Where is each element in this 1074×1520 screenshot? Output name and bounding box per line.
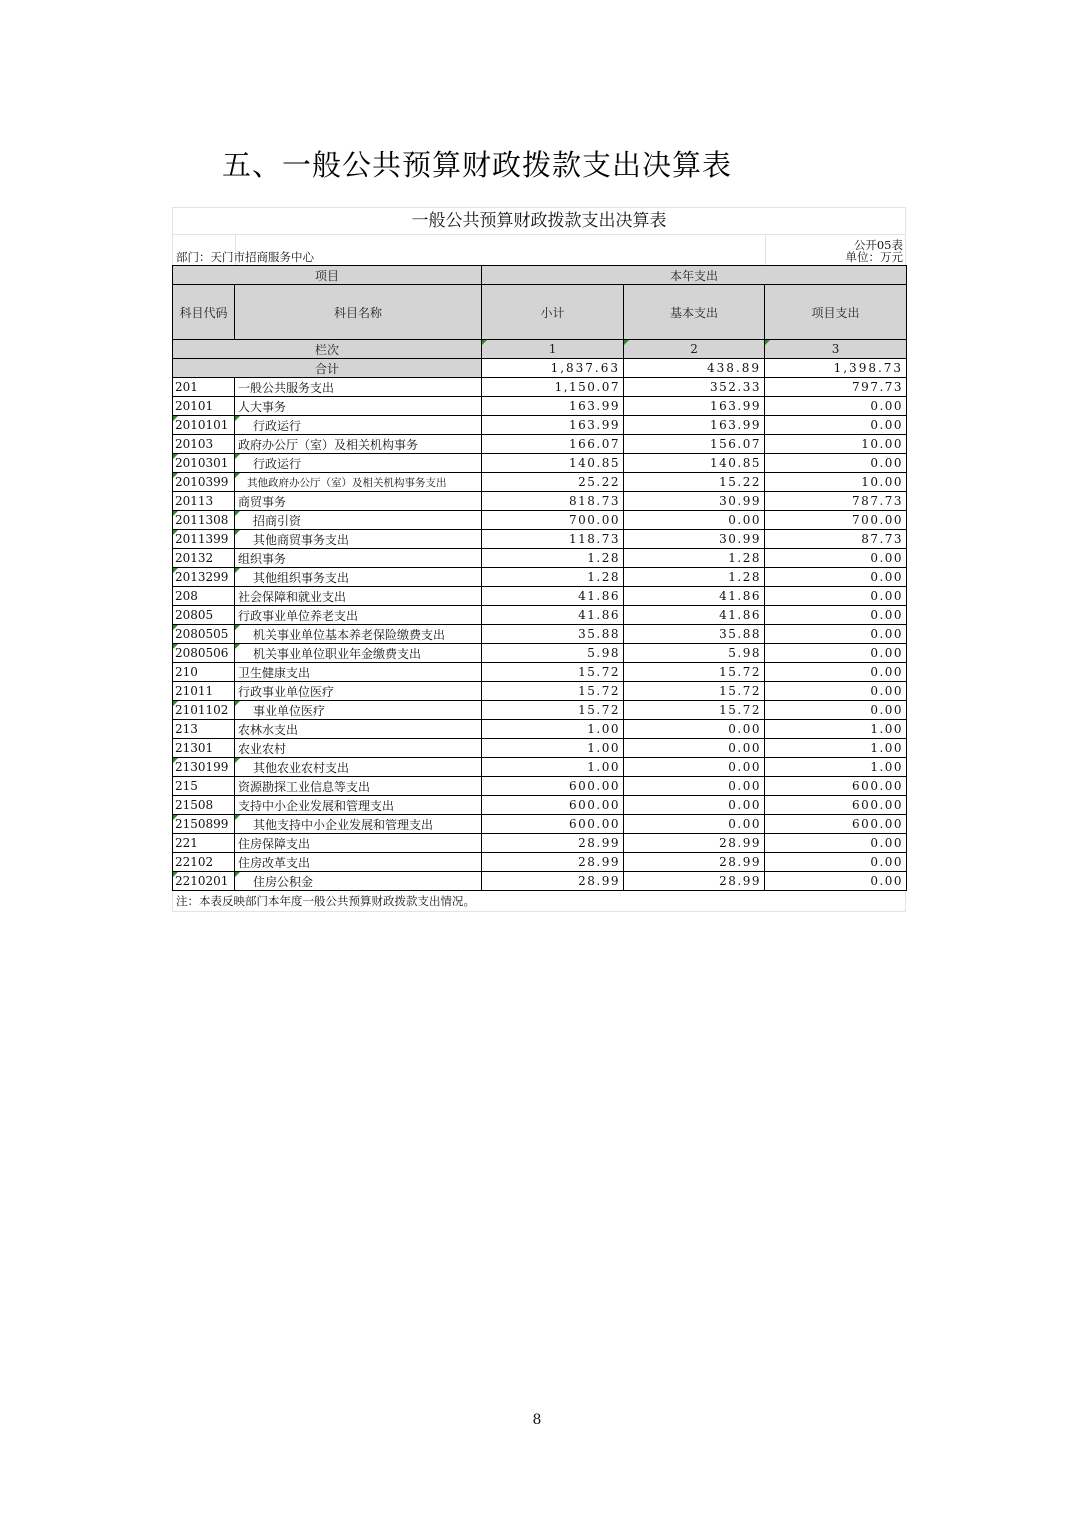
basic-cell: 28.99 [624,853,765,872]
table-row [173,663,907,682]
table-row [173,511,907,530]
table-row [173,853,907,872]
expenditure-table [172,265,907,891]
subject-name: 其他政府办公厅（室）及相关机构事务支出 [235,473,482,492]
basic-cell: 0.00 [624,720,765,739]
table-row [173,435,907,454]
subtotal-cell: 818.73 [482,492,624,511]
project-cell: 600.00 [765,796,907,815]
subtotal-cell: 1.00 [482,720,624,739]
subtotal-cell: 600.00 [482,777,624,796]
subject-name: 住房改革支出 [235,853,482,872]
basic-cell: 41.86 [624,587,765,606]
table-row [173,758,907,777]
subject-name: 农林水支出 [235,720,482,739]
project-cell: 0.00 [765,625,907,644]
project-cell: 1.00 [765,739,907,758]
subject-code: 2013299 [173,568,235,587]
basic-cell: 41.86 [624,606,765,625]
table-row [173,834,907,853]
subject-code: 2011399 [173,530,235,549]
subtotal-cell: 600.00 [482,796,624,815]
project-cell: 0.00 [765,587,907,606]
basic-cell: 1.28 [624,568,765,587]
column-number-1: 1 [482,340,624,359]
subtotal-cell: 28.99 [482,834,624,853]
subject-code: 2210201 [173,872,235,891]
basic-cell: 0.00 [624,739,765,758]
department-label: 部门：天门市招商服务中心 [176,250,314,264]
header-current-year: 本年支出 [482,266,907,285]
basic-cell: 140.85 [624,454,765,473]
total-basic: 438.89 [624,359,765,378]
subject-code: 215 [173,777,235,796]
header-project-exp: 项目支出 [765,285,907,340]
table-row [173,739,907,758]
subject-code: 221 [173,834,235,853]
project-cell: 0.00 [765,568,907,587]
subject-name: 机关事业单位基本养老保险缴费支出 [235,625,482,644]
subject-code: 213 [173,720,235,739]
subject-code: 22102 [173,853,235,872]
basic-cell: 163.99 [624,397,765,416]
subject-code: 2080505 [173,625,235,644]
basic-cell: 352.33 [624,378,765,397]
total-row [173,359,907,378]
subject-name: 住房公积金 [235,872,482,891]
project-cell: 0.00 [765,853,907,872]
table-row [173,682,907,701]
subject-code: 21301 [173,739,235,758]
subtotal-cell: 1.00 [482,758,624,777]
project-cell: 600.00 [765,777,907,796]
subtotal-cell: 15.72 [482,701,624,720]
column-label: 栏次 [173,340,482,359]
subject-name: 其他支持中小企业发展和管理支出 [235,815,482,834]
project-cell: 0.00 [765,549,907,568]
subject-code: 20113 [173,492,235,511]
basic-cell: 15.22 [624,473,765,492]
subtotal-cell: 166.07 [482,435,624,454]
subject-code: 2010101 [173,416,235,435]
subtotal-cell: 1.28 [482,549,624,568]
table-row [173,872,907,891]
subject-code: 2130199 [173,758,235,777]
subject-name: 支持中小企业发展和管理支出 [235,796,482,815]
subject-code: 20103 [173,435,235,454]
page-number: 8 [532,1412,542,1428]
project-cell: 1.00 [765,758,907,777]
project-cell: 0.00 [765,663,907,682]
subject-name: 其他商贸事务支出 [235,530,482,549]
basic-cell: 0.00 [624,511,765,530]
subject-code: 2150899 [173,815,235,834]
subject-code: 2010399 [173,473,235,492]
table-row [173,492,907,511]
subtotal-cell: 1,150.07 [482,378,624,397]
table-row [173,720,907,739]
subject-name: 机关事业单位职业年金缴费支出 [235,644,482,663]
page-heading: 五、一般公共预算财政拨款支出决算表 [222,148,733,182]
total-label: 合计 [173,359,482,378]
subtotal-cell: 700.00 [482,511,624,530]
table-row [173,606,907,625]
project-cell: 0.00 [765,644,907,663]
budget-sheet [172,207,906,912]
table-meta [172,235,906,265]
table-row [173,796,907,815]
subject-name: 政府办公厅（室）及相关机构事务 [235,435,482,454]
subject-name: 农业农村 [235,739,482,758]
subject-code: 20805 [173,606,235,625]
column-number-2: 2 [624,340,765,359]
table-row [173,378,907,397]
basic-cell: 15.72 [624,701,765,720]
subject-code: 21011 [173,682,235,701]
column-number-3: 3 [765,340,907,359]
total-project: 1,398.73 [765,359,907,378]
column-number-row [173,340,907,359]
table-row [173,625,907,644]
subtotal-cell: 600.00 [482,815,624,834]
project-cell: 10.00 [765,473,907,492]
basic-cell: 28.99 [624,834,765,853]
project-cell: 1.00 [765,720,907,739]
subtotal-cell: 41.86 [482,606,624,625]
header-basic: 基本支出 [624,285,765,340]
header-subtotal: 小计 [482,285,624,340]
table-row [173,701,907,720]
table-row [173,568,907,587]
project-cell: 787.73 [765,492,907,511]
subject-name: 一般公共服务支出 [235,378,482,397]
subtotal-cell: 28.99 [482,872,624,891]
subject-code: 20101 [173,397,235,416]
subject-name: 住房保障支出 [235,834,482,853]
subject-name: 组织事务 [235,549,482,568]
basic-cell: 1.28 [624,549,765,568]
subject-code: 208 [173,587,235,606]
grid-line [765,235,766,265]
basic-cell: 0.00 [624,777,765,796]
table-row [173,397,907,416]
project-cell: 797.73 [765,378,907,397]
table-row [173,530,907,549]
subject-code: 2080506 [173,644,235,663]
subject-name: 人大事务 [235,397,482,416]
subject-name: 行政事业单位养老支出 [235,606,482,625]
subject-name: 卫生健康支出 [235,663,482,682]
subject-name: 事业单位医疗 [235,701,482,720]
subtotal-cell: 163.99 [482,397,624,416]
unit-label: 单位：万元 [845,250,903,264]
subtotal-cell: 41.86 [482,587,624,606]
basic-cell: 5.98 [624,644,765,663]
basic-cell: 35.88 [624,625,765,644]
subject-name: 商贸事务 [235,492,482,511]
subject-code: 2101102 [173,701,235,720]
subject-code: 21508 [173,796,235,815]
basic-cell: 0.00 [624,815,765,834]
table-row [173,644,907,663]
subject-name: 其他组织事务支出 [235,568,482,587]
header-row-1 [173,266,907,285]
basic-cell: 156.07 [624,435,765,454]
project-cell: 700.00 [765,511,907,530]
table-row [173,815,907,834]
subject-code: 201 [173,378,235,397]
subject-name: 行政运行 [235,416,482,435]
project-cell: 0.00 [765,872,907,891]
table-note: 注：本表反映部门本年度一般公共预算财政拨款支出情况。 [172,891,906,912]
subject-code: 210 [173,663,235,682]
project-cell: 0.00 [765,701,907,720]
subtotal-cell: 35.88 [482,625,624,644]
project-cell: 0.00 [765,416,907,435]
subtotal-cell: 28.99 [482,853,624,872]
project-cell: 0.00 [765,606,907,625]
subtotal-cell: 140.85 [482,454,624,473]
subtotal-cell: 15.72 [482,682,624,701]
subject-code: 20132 [173,549,235,568]
total-subtotal: 1,837.63 [482,359,624,378]
form-number: 公开05表 [853,238,903,252]
basic-cell: 30.99 [624,492,765,511]
subtotal-cell: 163.99 [482,416,624,435]
subject-name: 行政运行 [235,454,482,473]
basic-cell: 0.00 [624,796,765,815]
header-row-2 [173,285,907,340]
project-cell: 0.00 [765,454,907,473]
table-row [173,587,907,606]
subtotal-cell: 15.72 [482,663,624,682]
project-cell: 10.00 [765,435,907,454]
project-cell: 87.73 [765,530,907,549]
subtotal-cell: 118.73 [482,530,624,549]
table-title: 一般公共预算财政拨款支出决算表 [172,207,906,235]
subject-name: 招商引资 [235,511,482,530]
subject-name: 资源勘探工业信息等支出 [235,777,482,796]
subtotal-cell: 1.00 [482,739,624,758]
subject-code: 2011308 [173,511,235,530]
project-cell: 0.00 [765,397,907,416]
table-row [173,416,907,435]
basic-cell: 30.99 [624,530,765,549]
header-project: 项目 [173,266,482,285]
header-name: 科目名称 [235,285,482,340]
basic-cell: 15.72 [624,682,765,701]
basic-cell: 15.72 [624,663,765,682]
subject-name: 其他农业农村支出 [235,758,482,777]
project-cell: 600.00 [765,815,907,834]
header-code: 科目代码 [173,285,235,340]
table-row [173,777,907,796]
subject-name: 社会保障和就业支出 [235,587,482,606]
table-row [173,473,907,492]
basic-cell: 163.99 [624,416,765,435]
subtotal-cell: 1.28 [482,568,624,587]
subtotal-cell: 25.22 [482,473,624,492]
project-cell: 0.00 [765,834,907,853]
project-cell: 0.00 [765,682,907,701]
basic-cell: 28.99 [624,872,765,891]
subtotal-cell: 5.98 [482,644,624,663]
subject-code: 2010301 [173,454,235,473]
basic-cell: 0.00 [624,758,765,777]
table-row [173,454,907,473]
table-row [173,549,907,568]
subject-name: 行政事业单位医疗 [235,682,482,701]
